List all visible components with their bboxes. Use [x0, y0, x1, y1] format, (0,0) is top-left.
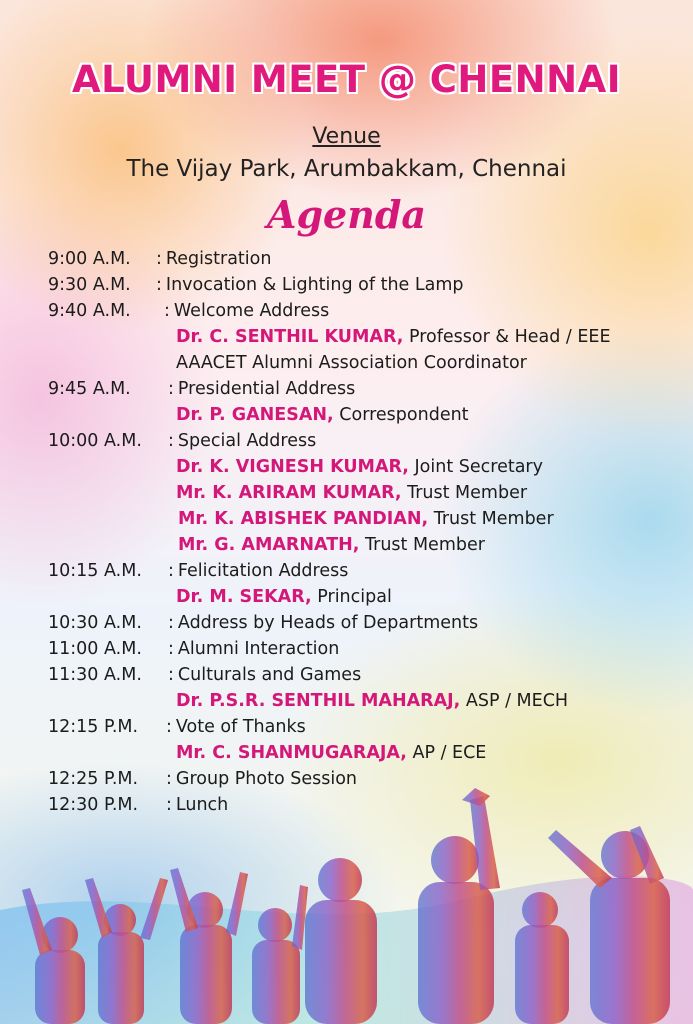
speaker-role: Professor & Head / EEE — [408, 327, 611, 347]
speaker-name: Mr. K. ABISHEK PANDIAN, — [178, 509, 429, 529]
agenda-row: 11:30 A.M. : Culturals and Games — [48, 665, 362, 685]
speaker-name: Dr. C. SENTHIL KUMAR, — [176, 327, 404, 347]
agenda-time: 9:40 A.M. — [48, 301, 131, 321]
agenda-row: 10:30 A.M. : Address by Heads of Departments — [48, 613, 479, 633]
event-title: ALUMNI MEET @ CHENNAI — [72, 58, 621, 101]
speaker-name: Dr. M. SEKAR, — [176, 587, 312, 607]
agenda-row: 9:45 A.M. : Presidential Address — [48, 379, 356, 399]
speaker-name: Mr. C. SHANMUGARAJA, — [176, 743, 407, 763]
agenda-time: 9:30 A.M. — [48, 275, 131, 295]
speaker-role: ASP / MECH — [465, 691, 569, 711]
agenda-item: Culturals and Games — [177, 665, 362, 685]
agenda-item: Presidential Address — [177, 379, 356, 399]
speaker-row — [176, 691, 568, 717]
agenda-item: Address by Heads of Departments — [177, 613, 479, 633]
agenda-row: 9:30 A.M. : Invocation & Lighting of the Lamp — [48, 275, 464, 295]
celebrating-crowd-illustration — [0, 760, 693, 1024]
speaker-row — [178, 509, 554, 535]
speaker-role: Correspondent — [339, 405, 469, 425]
agenda-item: Welcome Address — [173, 301, 330, 321]
agenda-row: 10:00 A.M. : Special Address — [48, 431, 317, 451]
agenda-item: Vote of Thanks — [175, 717, 306, 737]
speaker-row — [176, 457, 543, 483]
speaker-name: Dr. P. GANESAN, — [176, 405, 334, 425]
speaker-row — [176, 587, 392, 613]
agenda-item: Special Address — [177, 431, 317, 451]
speaker-role: Trust Member — [365, 535, 485, 555]
agenda-item: Felicitation Address — [177, 561, 349, 581]
agenda-item: Registration — [165, 249, 272, 269]
agenda-row: 12:25 P.M. : Group Photo Session — [48, 769, 357, 789]
agenda-row: 9:40 A.M. : Welcome Address — [48, 301, 330, 321]
agenda-time: 10:15 A.M. — [48, 561, 142, 581]
agenda-time: 10:30 A.M. — [48, 613, 142, 633]
agenda-time: 9:45 A.M. — [48, 379, 131, 399]
agenda-row: 12:30 P.M. : Lunch — [48, 795, 229, 815]
agenda-row: 11:00 A.M. : Alumni Interaction — [48, 639, 340, 659]
speaker-role: AAACET Alumni Association Coordinator — [176, 353, 527, 373]
agenda-time: 11:00 A.M. — [48, 639, 142, 659]
venue-address: The Vijay Park, Arumbakkam, Chennai — [126, 156, 567, 182]
speaker-name: Dr. K. VIGNESH KUMAR, — [176, 457, 409, 477]
speaker-role: Trust Member — [407, 483, 528, 503]
speaker-row — [176, 353, 527, 379]
speaker-role: AP / ECE — [412, 743, 487, 763]
agenda-time: 9:00 A.M. — [48, 249, 131, 269]
agenda-item: Group Photo Session — [175, 769, 357, 789]
speaker-row — [176, 483, 527, 509]
agenda-time: 11:30 A.M. — [48, 665, 142, 685]
agenda-item: Alumni Interaction — [177, 639, 340, 659]
speaker-name: Dr. P.S.R. SENTHIL MAHARAJ, — [176, 691, 461, 711]
agenda-row: 12:15 P.M. : Vote of Thanks — [48, 717, 306, 737]
agenda-time: 12:25 P.M. — [48, 769, 139, 789]
agenda-time: 12:15 P.M. — [48, 717, 139, 737]
agenda-time: 12:30 P.M. — [48, 795, 139, 815]
speaker-row — [176, 327, 611, 353]
speaker-row — [178, 535, 485, 561]
speaker-name: Mr. G. AMARNATH, — [178, 535, 360, 555]
venue-label: Venue — [312, 124, 381, 149]
agenda-heading: Agenda — [266, 192, 427, 237]
agenda-row: 10:15 A.M. : Felicitation Address — [48, 561, 349, 581]
speaker-row — [176, 405, 469, 431]
agenda-item: Invocation & Lighting of the Lamp — [165, 275, 464, 295]
agenda-time: 10:00 A.M. — [48, 431, 142, 451]
speaker-role: Trust Member — [433, 509, 554, 529]
speaker-role: Principal — [317, 587, 392, 607]
agenda-item: Lunch — [175, 795, 229, 815]
speaker-name: Mr. K. ARIRAM KUMAR, — [176, 483, 402, 503]
speaker-role: Joint Secretary — [414, 457, 543, 477]
agenda-row: 9:00 A.M. : Registration — [48, 249, 272, 269]
